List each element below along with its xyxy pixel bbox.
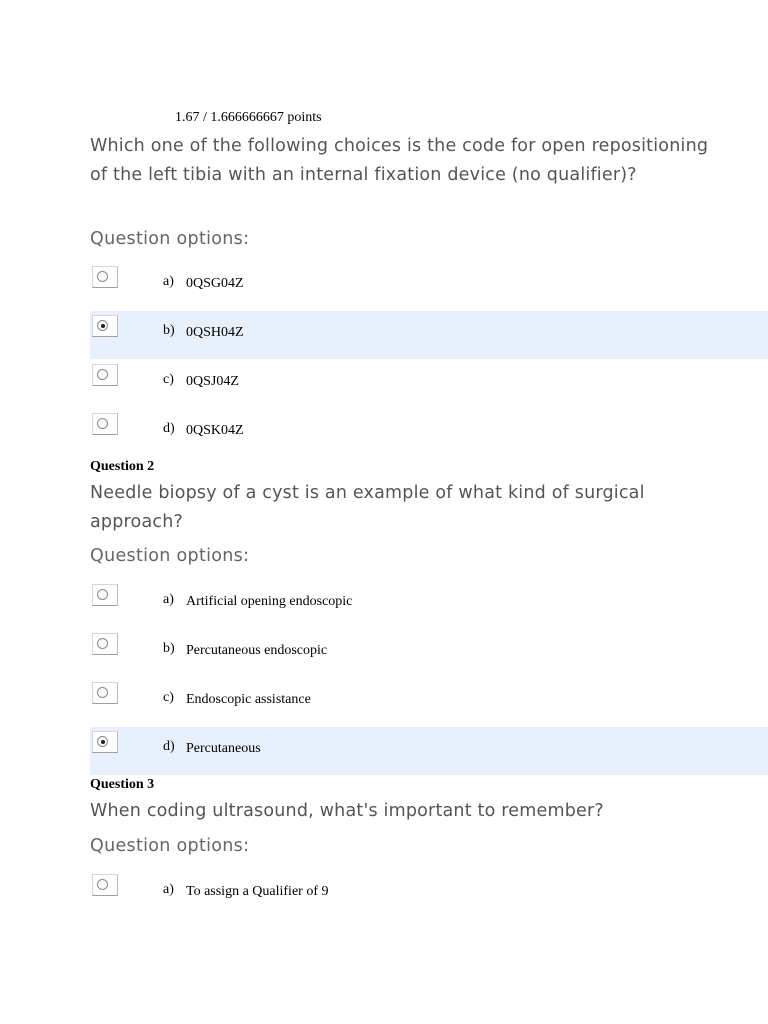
question-3-option-a[interactable] <box>90 870 768 918</box>
option-letter: d) <box>163 421 175 436</box>
option-letter: b) <box>163 323 175 338</box>
option-label: Endoscopic assistance <box>186 692 311 707</box>
option-label: Percutaneous endoscopic <box>186 643 328 658</box>
question-2-header: Question 2 <box>90 459 155 474</box>
option-letter: b) <box>163 641 175 656</box>
radio-button[interactable] <box>92 682 118 704</box>
radio-circle-icon <box>97 687 108 698</box>
option-letter: a) <box>163 592 174 607</box>
question-2-text: Needle biopsy of a cyst is an example of what kind of surgical approach? <box>90 483 645 532</box>
radio-button[interactable] <box>92 633 118 655</box>
question-3-header: Question 3 <box>90 777 155 792</box>
question-1-option-c[interactable] <box>90 360 768 408</box>
radio-button[interactable] <box>92 413 118 435</box>
radio-circle-icon <box>97 589 108 600</box>
option-label: To assign a Qualifier of 9 <box>186 884 329 899</box>
question-2-option-b[interactable] <box>90 629 768 677</box>
option-letter: d) <box>163 739 175 754</box>
radio-circle-icon <box>97 369 108 380</box>
radio-selected-dot-icon <box>101 740 105 744</box>
option-label: Artificial opening endoscopic <box>186 594 353 609</box>
radio-button[interactable] <box>92 874 118 896</box>
option-letter: a) <box>163 882 174 897</box>
question-1-option-b[interactable] <box>90 311 768 359</box>
question-1-option-d[interactable] <box>90 409 768 457</box>
radio-button[interactable] <box>92 315 118 337</box>
question-3-text: When coding ultrasound, what's important to remember? <box>90 801 604 821</box>
question-1-text: Which one of the following choices is the code for open repositioning of the left tibia with an internal fixation device (no qualifier)? <box>90 136 709 185</box>
radio-circle-icon <box>97 320 108 331</box>
radio-button[interactable] <box>92 364 118 386</box>
radio-button[interactable] <box>92 584 118 606</box>
radio-button[interactable] <box>92 266 118 288</box>
question-3-options-heading: Question options: <box>90 836 250 856</box>
radio-circle-icon <box>97 736 108 747</box>
question-2-options-heading: Question options: <box>90 546 250 566</box>
radio-circle-icon <box>97 418 108 429</box>
points-score: 1.67 / 1.666666667 points <box>175 110 322 125</box>
option-label: 0QSK04Z <box>186 423 244 438</box>
option-letter: a) <box>163 274 174 289</box>
radio-circle-icon <box>97 638 108 649</box>
option-label: 0QSG04Z <box>186 276 244 291</box>
radio-button[interactable] <box>92 731 118 753</box>
question-2-option-c[interactable] <box>90 678 768 726</box>
radio-selected-dot-icon <box>101 324 105 328</box>
option-label: 0QSH04Z <box>186 325 244 340</box>
radio-circle-icon <box>97 879 108 890</box>
question-1-options-heading: Question options: <box>90 229 250 249</box>
question-2-option-a[interactable] <box>90 580 768 628</box>
question-2-option-d[interactable] <box>90 727 768 775</box>
radio-circle-icon <box>97 271 108 282</box>
question-1-option-a[interactable] <box>90 262 768 310</box>
option-letter: c) <box>163 372 174 387</box>
option-label: 0QSJ04Z <box>186 374 239 389</box>
option-label: Percutaneous <box>186 741 261 756</box>
option-letter: c) <box>163 690 174 705</box>
